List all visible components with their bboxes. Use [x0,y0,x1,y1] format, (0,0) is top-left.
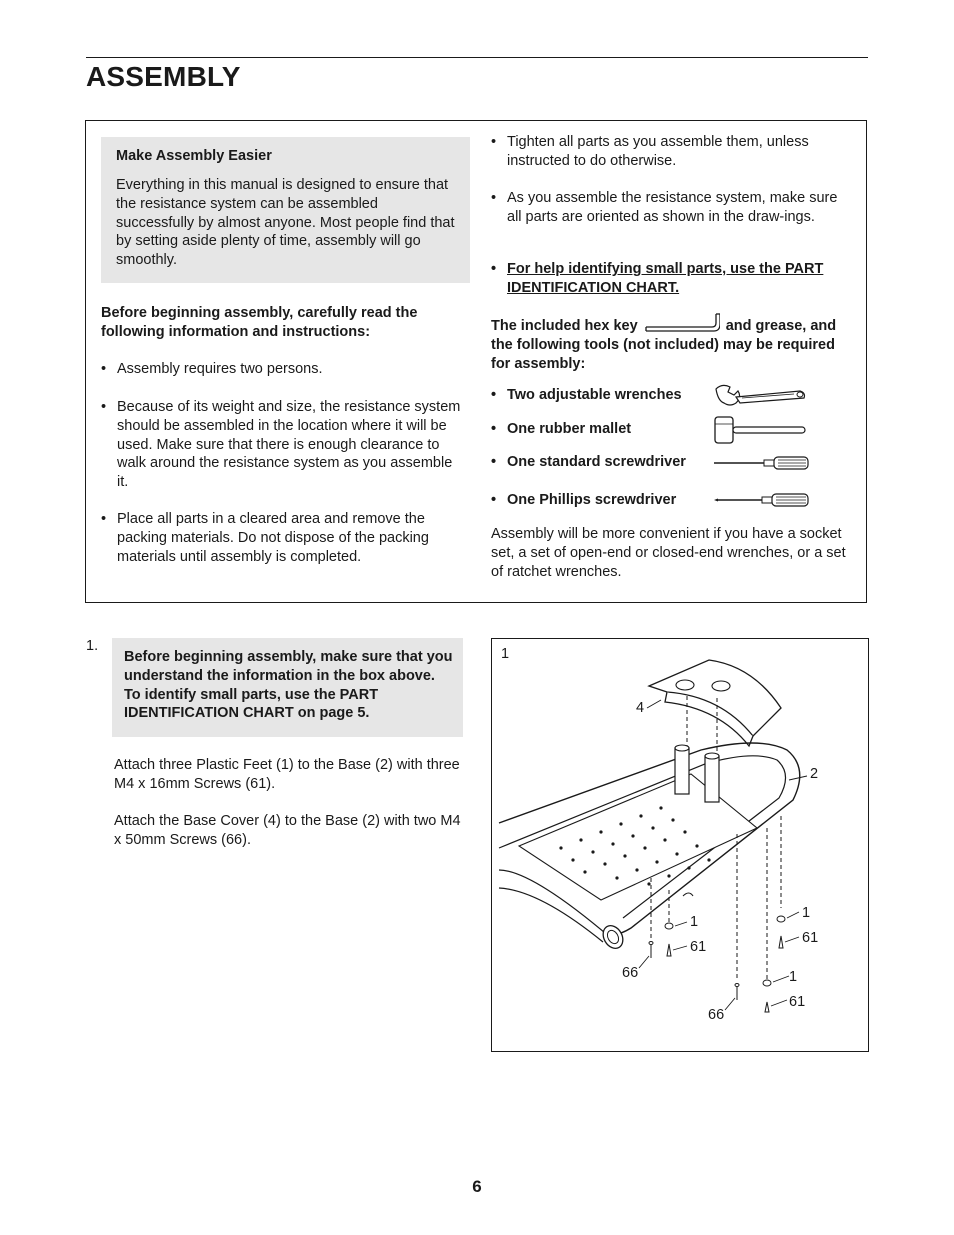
step-paragraph-2: Attach the Base Cover (4) to the Base (2) with two M4 x 50mm Screws (66). [114,813,461,848]
callout-base: 2 [810,766,819,782]
callout-foot-b: 1 [802,905,811,921]
tool-rubber-mallet: • One rubber mallet [491,421,632,437]
tool-adjustable-wrenches: • Two adjustable wrenches [491,387,682,403]
base-cover-drawing [649,660,781,746]
figure-number: 1 [501,646,510,662]
step-paragraph-1: Attach three Plastic Feet (1) to the Base (2) with three M4 x 16mm Screws (61). [114,757,460,792]
adjustable-wrench-icon [712,383,808,413]
bullet-dot: • [101,399,107,415]
rubber-mallet-icon [712,414,808,446]
base-frame-drawing [499,743,800,952]
bullet-dot: • [101,511,107,527]
bullet-dot: • [491,190,497,206]
assembly-diagram [491,638,869,1052]
callout-screw-a: 61 [690,939,707,955]
tools-intro: The included hex key and grease, and the following tools (not included) may be required for assembly: [491,312,853,373]
bullet-dot: • [491,134,497,150]
hex-key-icon [644,312,720,334]
callout-foot-a: 1 [690,914,699,930]
right-bullet-2: • As you assemble the resistance system, make sure all parts are oriented as shown in the draw-ings. [491,190,838,225]
bullet-dot: • [491,492,497,508]
bullet-dot: • [491,421,497,437]
tip-title: Make Assembly Easier [116,148,272,164]
tool-phillips-screwdriver: • One Phillips screwdriver [491,492,677,508]
bullet-dot: • [491,454,497,470]
header-rule [86,57,868,58]
step-number: 1. [86,638,99,654]
left-bullet-2: • Because of its weight and size, the resistance system should be assembled in the location where it will be used. Make sure that there is enough clearance to walk around the resistance system as you assemble it. [101,399,461,491]
callout-screw-c: 61 [789,994,806,1010]
bullet-dot: • [491,261,497,277]
left-bullet-1: • Assembly requires two persons. [101,361,323,377]
tool-standard-screwdriver: • One standard screwdriver [491,454,686,470]
right-bullet-1: • Tighten all parts as you assemble them, unless instructed to do otherwise. [491,134,809,169]
callout-long-screw-a: 66 [622,965,639,981]
callout-screw-b: 61 [802,930,819,946]
step-note: Before beginning assembly, make sure that you understand the information in the box above. To identify small parts, use the PART IDENTIFICATION CHART on page 5. [112,638,463,737]
make-assembly-easier-panel [101,137,470,283]
hardware [649,916,785,1012]
help-bullet [491,260,853,298]
standard-screwdriver-icon [712,454,812,472]
page-title: ASSEMBLY [86,61,241,92]
bullet-dot: • [101,361,107,377]
callout-base-cover: 4 [636,700,645,716]
tip-text: Everything in this manual is designed to ensure that the resistance system can be assembled successfully by almost anyone. Most people find that by setting aside plenty of time, assembly will go smoothly. [116,177,455,269]
left-bullet-3: • Place all parts in a cleared area and remove the packing materials. Do not dispose of the packing materials until assembly is completed. [101,511,429,565]
callout-foot-c: 1 [789,969,798,985]
phillips-screwdriver-icon [712,491,812,509]
intro-text: Before beginning assembly, carefully read the following information and instructions: [101,305,418,340]
part-identification-reference: For help identifying small parts, use the PART IDENTIFICATION CHART. [507,261,824,296]
callout-long-screw-b: 66 [708,1007,725,1023]
bullet-dot: • [491,387,497,403]
page-number: 6 [472,1177,482,1196]
closing-text: Assembly will be more convenient if you have a socket set, a set of open-end or closed-end wrenches, or a set of ratchet wrenches. [491,526,846,580]
